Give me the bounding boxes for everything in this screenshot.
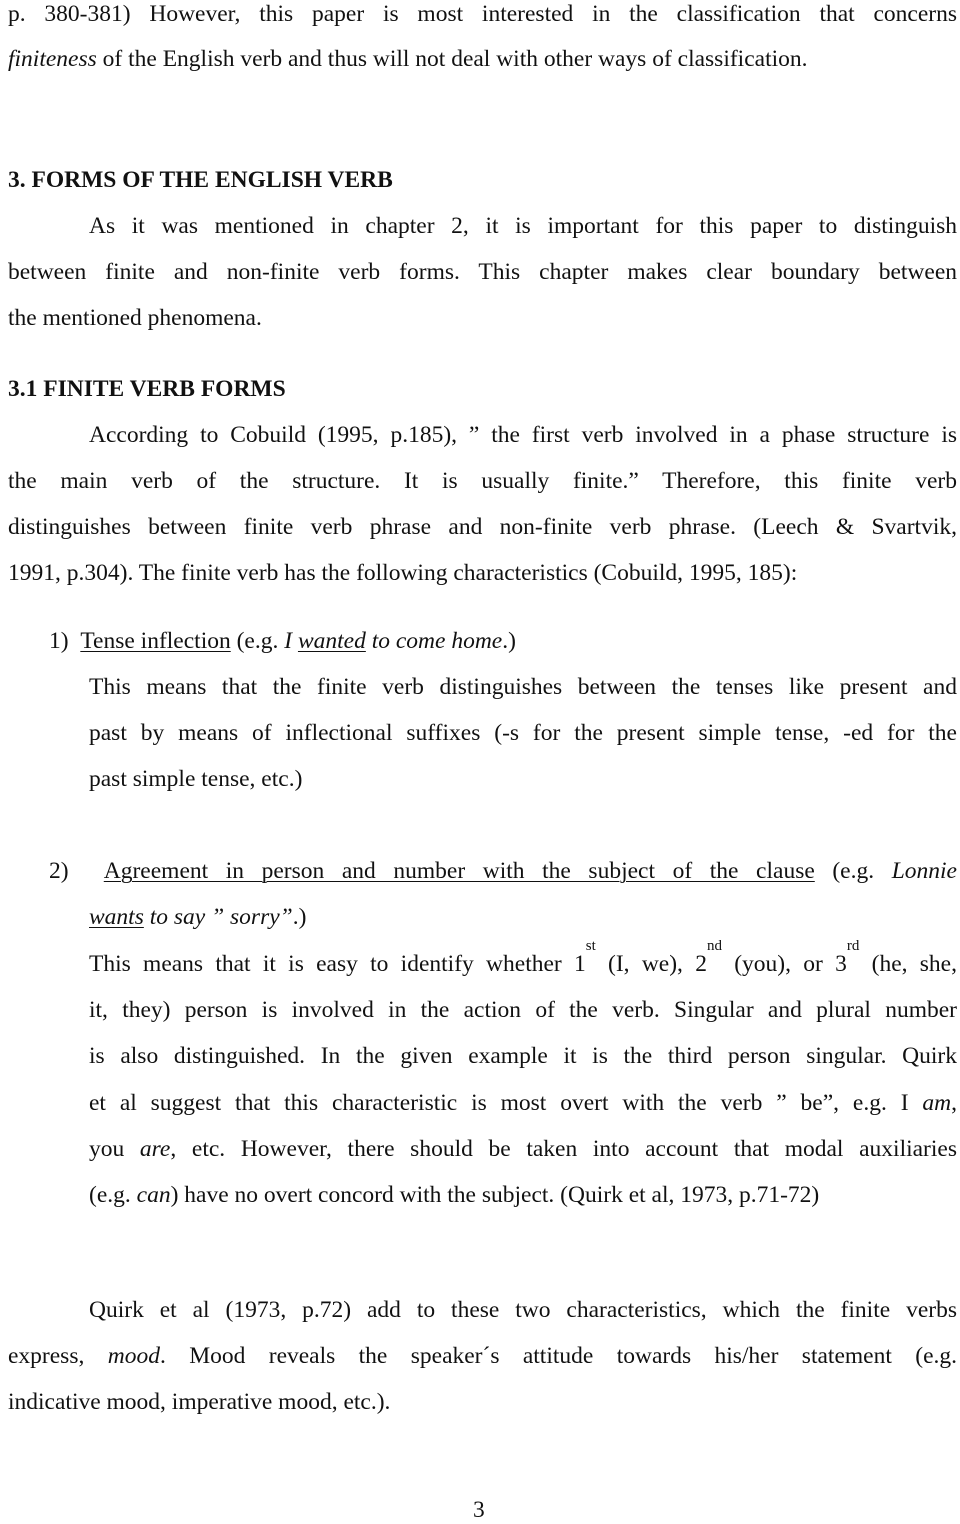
section31-line-1: According to Cobuild (1995, p.185), ” the first verb involved in a phase structure is [89,422,957,448]
closing-line-2 [8,1342,957,1370]
item2-line-6-b: ) have no overt concord with the subject. (Quirk et al, 1973, p.71-72) [170,1182,820,1208]
eg-open: (e.g. [230,628,285,654]
superscript-st: st [585,938,596,954]
closing-line-2-a: express, [8,1343,108,1369]
example-rest: to come home [365,628,503,654]
item2-line-6-a: (e.g. [89,1182,137,1208]
intro-line-1: p. 380-381) However, this paper is most interested in the classification that concerns [8,1,957,27]
closing-line-3: indicative mood, imperative mood, etc.). [8,1389,391,1415]
superscript-rd: rd [846,938,860,954]
item2-line-6 [89,1181,957,1209]
item2-line-1-d: (he, she, [859,951,957,977]
item2-line-5-b: , etc. However, there should be taken into account that modal auxiliaries [170,1136,957,1162]
section3-line-1: As it was mentioned in chapter 2, it is important for this paper to distinguish [89,213,957,239]
section31-line-2: the main verb of the structure. It is usually finite.” Therefore, this finite verb [8,468,957,494]
superscript-nd: nd [706,938,722,954]
item2-line-1-a: This means that it is easy to identify whether 1 [89,951,586,977]
section31-line-3: distinguishes between finite verb phrase and non-finite verb phrase. (Leech & Svartvik, [8,514,957,540]
page-number: 3 [473,1497,485,1523]
item2-example-line [89,903,957,931]
example-wanted: wanted [297,628,366,654]
item2-line-3: is also distinguished. In the given example it is the third person singular. Quirk [89,1043,957,1069]
eg-open: (e.g. [814,858,892,884]
closing-line-1: Quirk et al (1973, p.72) add to these two characteristics, which the finite verbs [89,1297,957,1323]
item2-line-5 [89,1135,957,1163]
example-can: can [136,1182,171,1208]
item2-line-4-b: , [951,1090,957,1116]
eg-close: .) [292,904,307,930]
item2-line-2: it, they) person is involved in the action of the verb. Singular and plural number [89,997,957,1023]
section31-line-4: 1991, p.304). The finite verb has the following characteristics (Cobuild, 1995, 185): [8,560,798,586]
example-rest: to say ” sorry” [143,904,293,930]
list-item-2-title: Agreement in person and number with the subject of the clause [103,858,815,884]
item2-line-4-a: et al suggest that this characteristic is most overt with the verb ” be”, e.g. I [89,1090,923,1116]
example-am: am [922,1090,952,1116]
item1-line-3: past simple tense, etc.) [89,766,303,792]
closing-line-2-b: . Mood reveals the speaker´s attitude towards his/her statement (e.g. [159,1343,957,1369]
intro-line-2 [8,45,957,73]
intro-line-2-text: of the English verb and thus will not deal with other ways of classification. [96,46,808,72]
example-are: are [139,1136,171,1162]
list-item-1-title: Tense inflection [80,628,231,654]
section-heading-3: 3. FORMS OF THE ENGLISH VERB [8,167,393,193]
section-heading-3-1: 3.1 FINITE VERB FORMS [8,376,286,402]
item2-line-1-c: (you), or 3 [721,951,847,977]
list-number-2: 2) [49,858,69,884]
item2-line-1-b: (I, we), 2 [595,951,707,977]
item2-line-1 [89,938,957,978]
example-wants: wants [89,904,144,930]
section3-line-2: between finite and non-finite verb forms. This chapter makes clear boundary between [8,259,957,285]
item1-line-2: past by means of inflectional suffixes (-s for the present simple tense, -ed for the [89,720,957,746]
eg-close: .) [502,628,516,654]
section3-line-3: the mentioned phenomena. [8,305,262,331]
example-lonnie: Lonnie [891,858,957,884]
list-item-1-heading [49,627,957,655]
list-number-1: 1) [49,628,69,654]
example-i: I [284,628,293,654]
list-item-2-heading [49,857,957,885]
term-mood: mood [107,1343,160,1369]
item1-line-1: This means that the finite verb distinguishes between the tenses like present and [89,674,957,700]
item2-line-5-a: you [89,1136,140,1162]
item2-line-4 [89,1089,957,1117]
term-finiteness: finiteness [8,46,97,72]
